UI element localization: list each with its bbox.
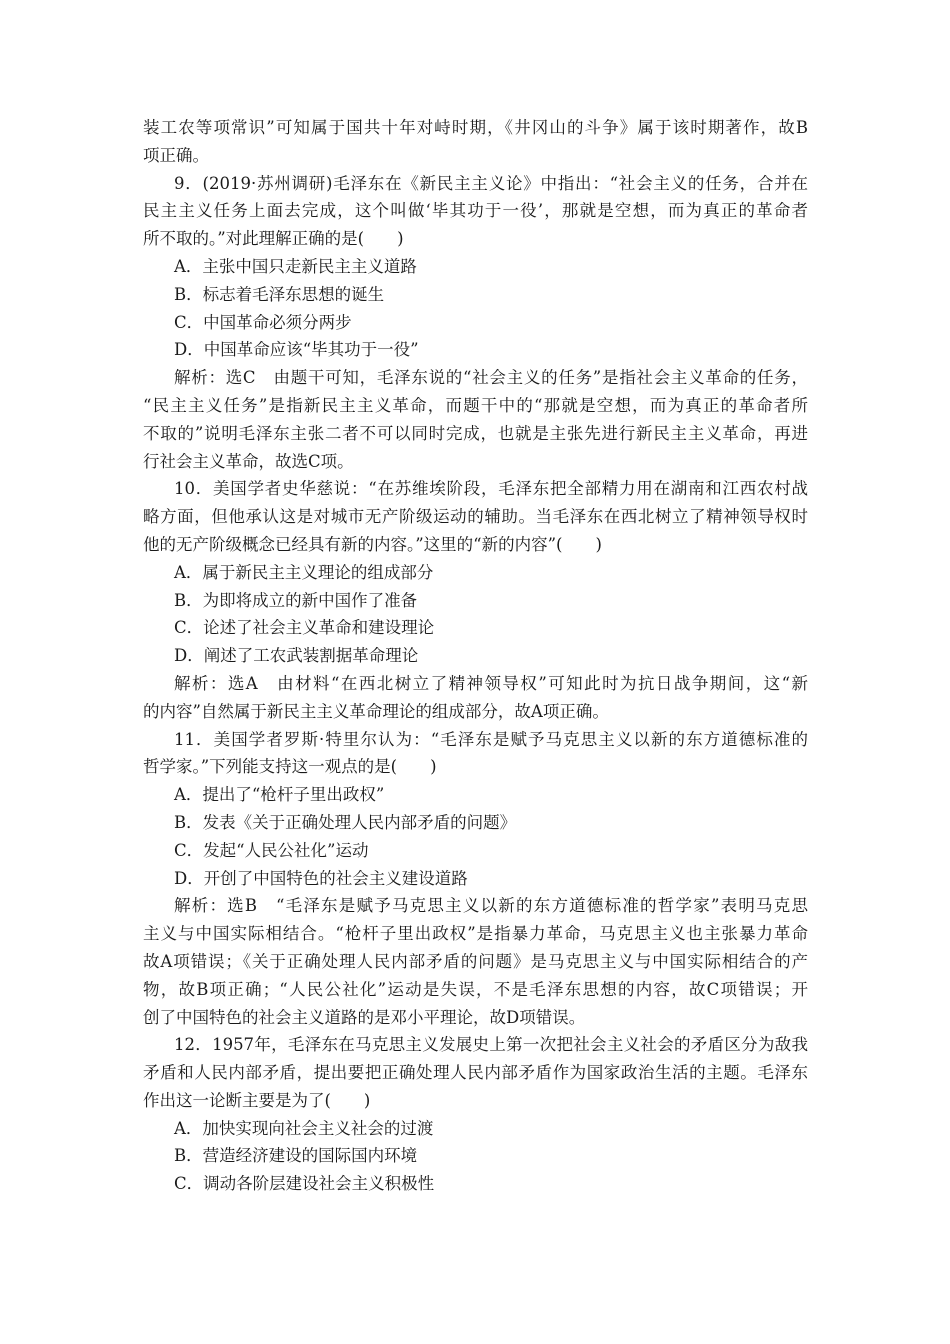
q12-option-a: A．加快实现向社会主义社会的过渡 bbox=[174, 1118, 434, 1138]
q9-stem-line-3: 所不取的。”对此理解正确的是( ) bbox=[143, 229, 404, 249]
intro-line-1: 装工农等项常识”可知属于国共十年对峙时期，《井冈山的斗争》属于该时期著作，故B bbox=[143, 118, 808, 137]
q10-stem-line-2: 略方面，但他承认这是对城市无产阶级运动的辅助。当毛泽东在西北树立了精神领导权时 bbox=[143, 507, 808, 527]
q9-option-c: C．中国革命必须分两步 bbox=[174, 312, 352, 332]
q11-answer-line-2: 主义与中国实际相结合。“枪杆子里出政权”是指暴力革命，马克思主义也主张暴力革命 bbox=[143, 924, 808, 944]
q11-answer-line-3: 故A项错误；《关于正确处理人民内部矛盾的问题》是马克思主义与中国实际相结合的产 bbox=[143, 951, 808, 971]
q9-answer-line-2: “民主主义任务”是指新民主主义革命，而题干中的“那就是空想，而为真正的革命者所 bbox=[143, 395, 808, 415]
q9-answer-line-1: 解析：选C 由题干可知，毛泽东说的“社会主义的任务”是指社会主义革命的任务， bbox=[174, 368, 808, 388]
q9-option-b: B．标志着毛泽东思想的诞生 bbox=[174, 284, 385, 304]
q9-stem-line-2: 民主主义任务上面去完成，这个叫做‘毕其功于一役’，那就是空想，而为真正的革命者 bbox=[143, 201, 808, 221]
q11-answer-line-1: 解析：选B “毛泽东是赋予马克思主义以新的东方道德标准的哲学家”表明马克思 bbox=[174, 896, 808, 916]
q11-stem-line-1: 11．美国学者罗斯·特里尔认为：“毛泽东是赋予马克思主义以新的东方道德标准的 bbox=[174, 729, 808, 749]
q11-answer-line-4: 物，故B项正确；“人民公社化”运动是失误，不是毛泽东思想的内容，故C项错误；开 bbox=[143, 979, 808, 999]
q9-answer-line-3: 不取的”说明毛泽东主张二者不可以同时完成，也就是主张先进行新民主主义革命，再进 bbox=[143, 423, 808, 443]
q12-stem-line-1: 12．1957年，毛泽东在马克思主义发展史上第一次把社会主义社会的矛盾区分为敌我 bbox=[174, 1035, 808, 1055]
q10-option-b: B．为即将成立的新中国作了准备 bbox=[174, 590, 418, 610]
q11-option-b: B．发表《关于正确处理人民内部矛盾的问题》 bbox=[174, 812, 517, 832]
document-page bbox=[143, 114, 808, 1198]
q10-stem-line-1: 10．美国学者史华慈说：“在苏维埃阶段，毛泽东把全部精力用在湖南和江西农村战 bbox=[174, 479, 808, 499]
q11-stem-line-2: 哲学家。”下列能支持这一观点的是( ) bbox=[143, 757, 437, 777]
q10-answer-line-1: 解析：选A 由材料“在西北树立了精神领导权”可知此时为抗日战争期间，这“新 bbox=[174, 673, 808, 693]
q9-stem-line-1: 9．(2019·苏州调研)毛泽东在《新民主主义论》中指出：“社会主义的任务，合并在 bbox=[174, 173, 808, 193]
q10-option-c: C．论述了社会主义革命和建设理论 bbox=[174, 618, 435, 638]
q11-option-d: D．开创了中国特色的社会主义建设道路 bbox=[174, 868, 468, 888]
q12-stem-line-2: 矛盾和人民内部矛盾，提出要把正确处理人民内部矛盾作为国家政治生活的主题。毛泽东 bbox=[143, 1063, 808, 1083]
q12-option-c: C．调动各阶层建设社会主义积极性 bbox=[174, 1174, 435, 1194]
q9-option-a: A．主张中国只走新民主主义道路 bbox=[174, 256, 417, 276]
q10-option-d: D．阐述了工农武装割据革命理论 bbox=[174, 646, 419, 666]
q10-option-a: A．属于新民主主义理论的组成部分 bbox=[174, 562, 434, 582]
q9-option-d: D．中国革命应该“毕其功于一役” bbox=[174, 340, 419, 360]
q11-option-c: C．发起“人民公社化”运动 bbox=[174, 840, 369, 860]
q9-answer-line-4: 行社会主义革命，故选C项。 bbox=[143, 451, 354, 471]
q12-option-b: B．营造经济建设的国际国内环境 bbox=[174, 1146, 418, 1166]
q11-option-a: A．提出了“枪杆子里出政权” bbox=[174, 785, 385, 805]
q10-stem-line-3: 他的无产阶级概念已经具有新的内容。”这里的“新的内容”( ) bbox=[143, 534, 602, 554]
q12-stem-line-3: 作出这一论断主要是为了( ) bbox=[143, 1090, 371, 1110]
q11-answer-line-5: 创了中国特色的社会主义道路的是邓小平理论，故D项错误。 bbox=[143, 1007, 586, 1027]
q10-answer-line-2: 的内容”自然属于新民主主义革命理论的组成部分，故A项正确。 bbox=[143, 701, 609, 721]
intro-line-2: 项正确。 bbox=[143, 145, 209, 165]
